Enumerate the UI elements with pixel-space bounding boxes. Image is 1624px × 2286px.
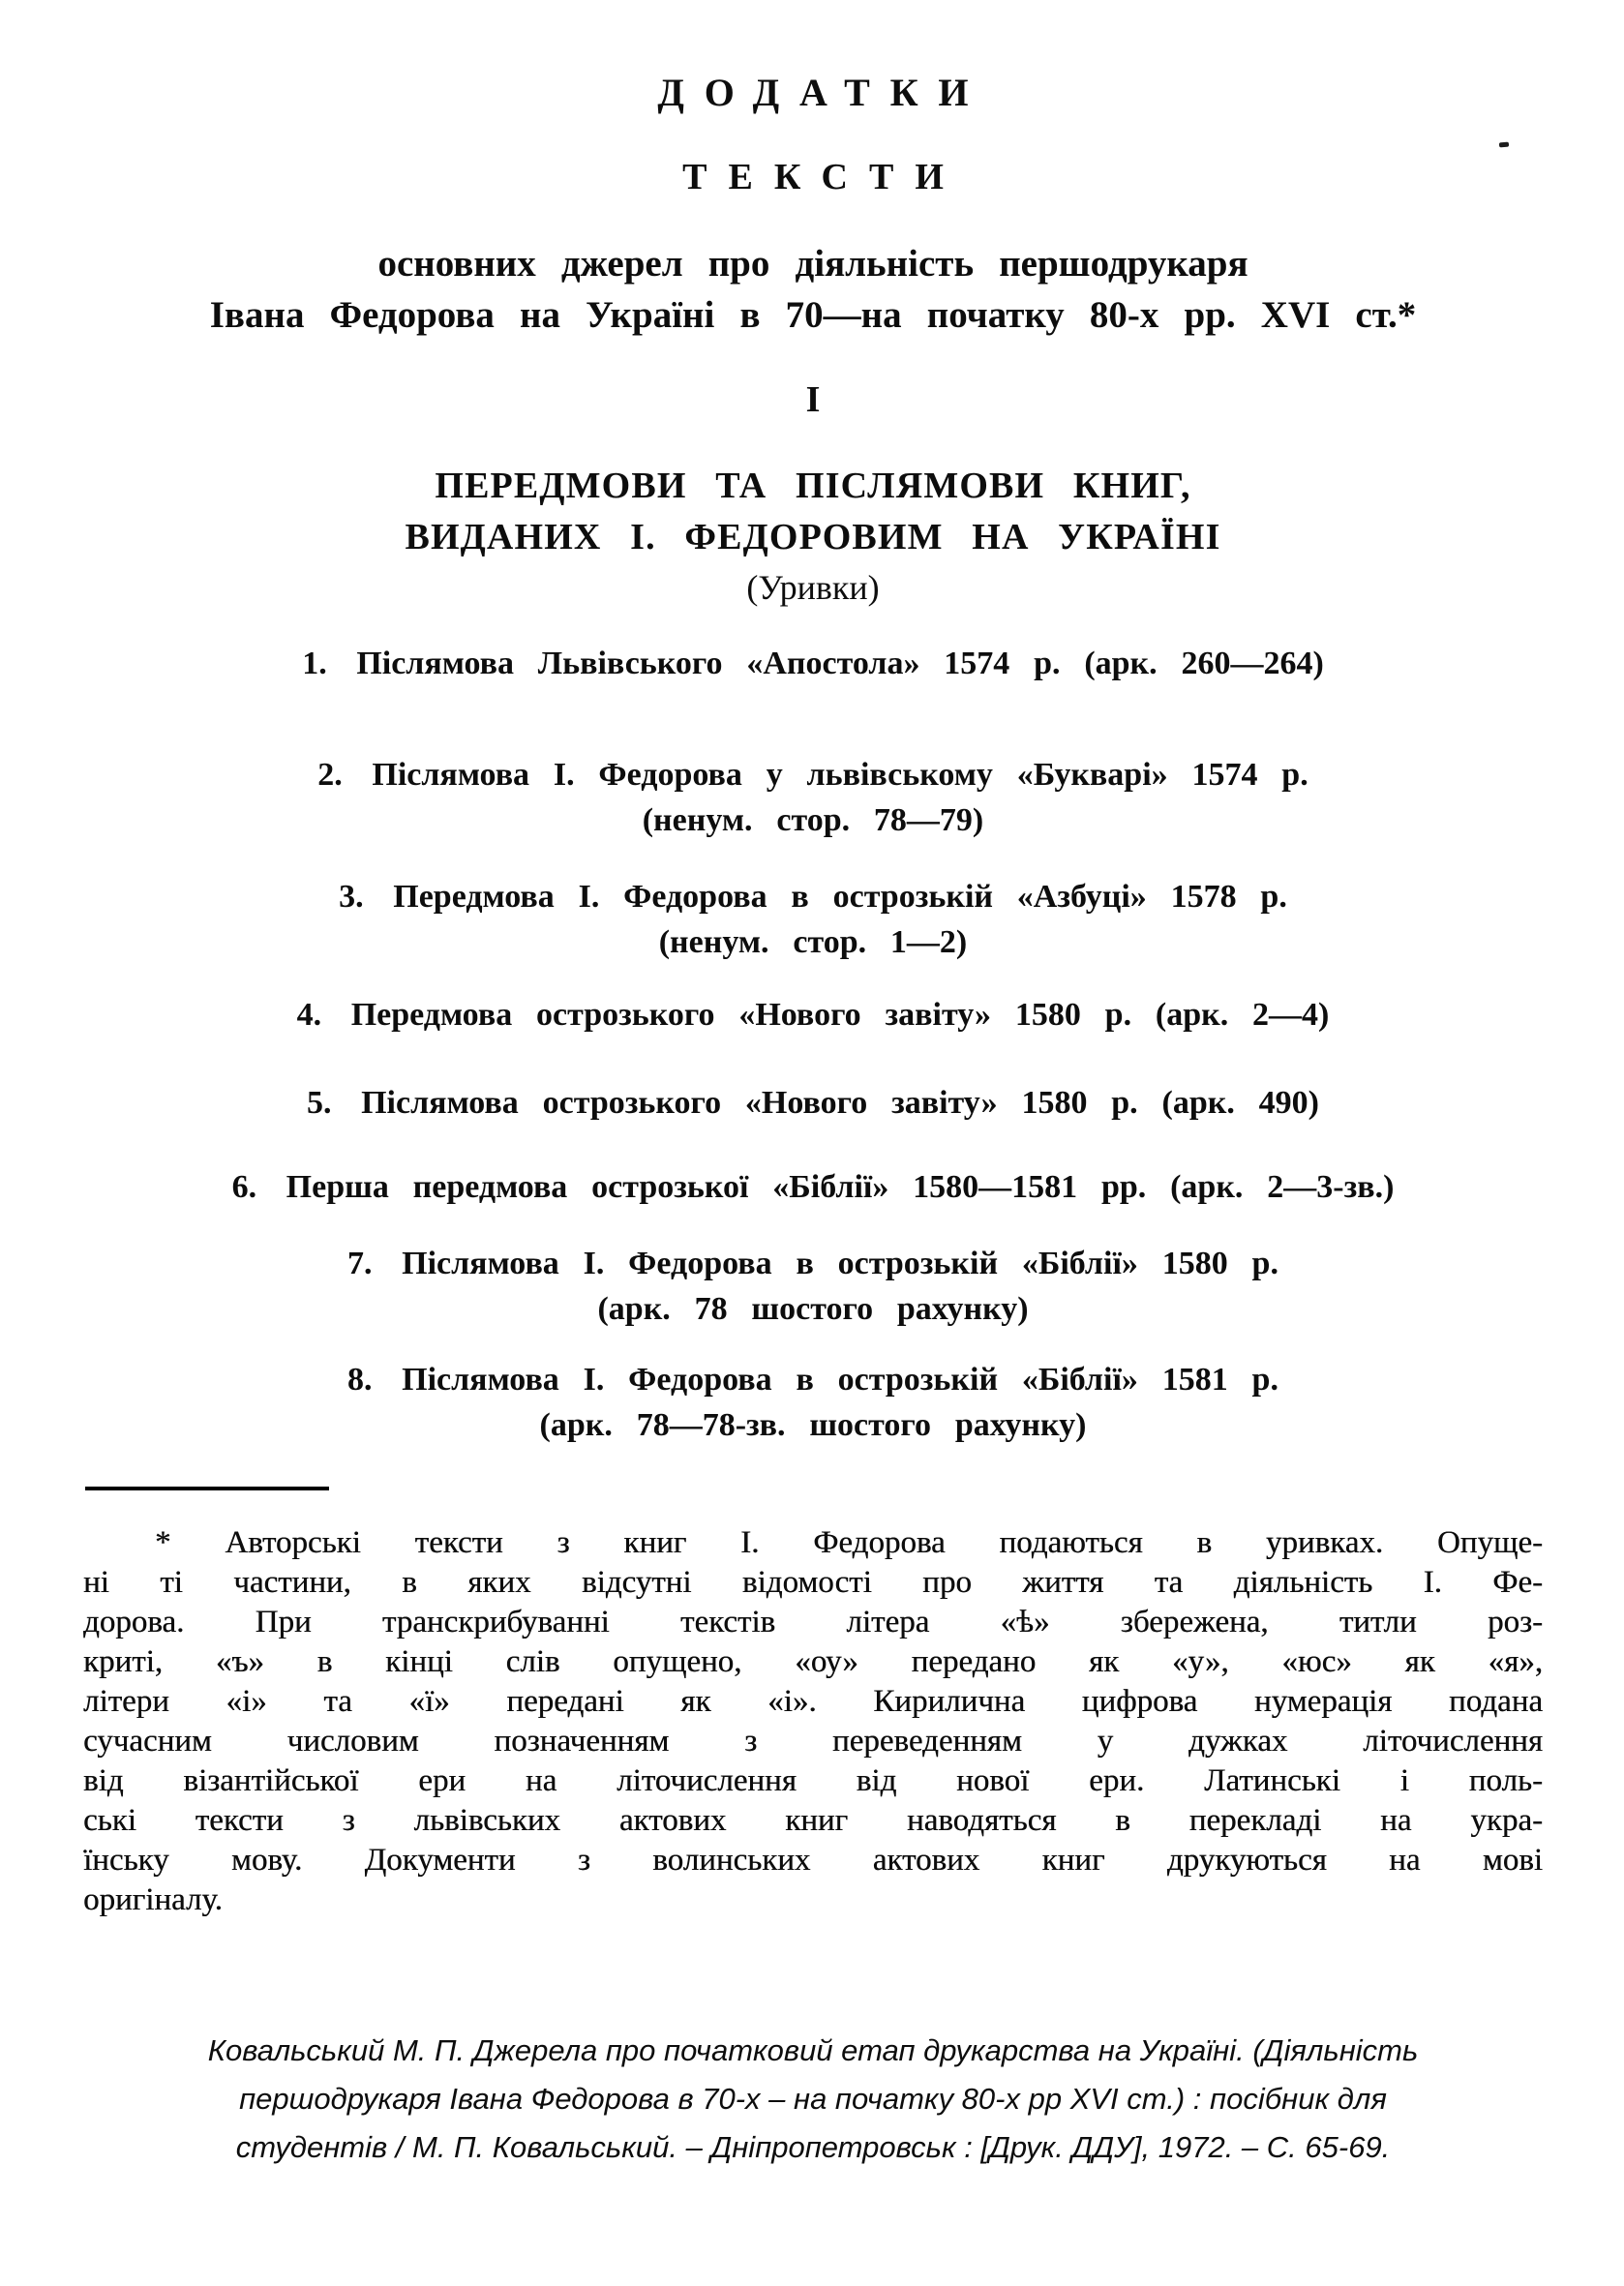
item-subline: (арк. 78 шостого рахунку) — [597, 1291, 1029, 1327]
subtitle-line-1: основних джерел про діяльність першодрукаря — [377, 243, 1248, 285]
item-number: 2. — [317, 757, 343, 793]
item-subline: (ненум. стор. 78—79) — [642, 802, 984, 838]
item-line — [83, 1241, 1543, 1286]
document-subtitle — [83, 238, 1543, 341]
item-text: Перша передмова острозької «Біблії» 1580—1581 рр. (арк. 2—3-зв.) — [286, 1169, 1395, 1205]
footnote-line: сучасним числовим позначенням з переведенням у дужках літочислення — [83, 1724, 1543, 1759]
footnote-line: оригіналу. — [83, 1882, 223, 1917]
section-heading-line-2: ВИДАНИХ І. ФЕДОРОВИМ НА УКРАЇНІ — [405, 517, 1221, 557]
citation-line: Ковальський М. П. Джерела про початковий етап друкарства на Україні. (Діяльність — [207, 2033, 1419, 2067]
footnote-line: ні ті частини, в яких відсутні відомості про життя та діяльність І. Фе- — [83, 1565, 1543, 1600]
item-line — [83, 1357, 1543, 1402]
list-item — [83, 1241, 1543, 1332]
item-number: 3. — [339, 879, 364, 915]
item-number: 4. — [296, 997, 322, 1033]
list-item — [83, 874, 1543, 965]
section-heading — [83, 461, 1543, 563]
item-line — [83, 1164, 1543, 1210]
ink-speck-artifact — [1499, 142, 1509, 148]
item-number: 6. — [231, 1169, 257, 1205]
item-number: 5. — [307, 1085, 332, 1121]
subtitle-line-2: Івана Федорова на Україні в 70—на початку 80-х рр. XVI ст.* — [209, 294, 1417, 336]
list-item — [83, 992, 1543, 1038]
item-subline: (ненум. стор. 1—2) — [658, 924, 968, 960]
item-text: Післямова І. Федорова в острозькій «Біблії» 1581 р. — [402, 1362, 1278, 1398]
citation-line: студентів / М. П. Ковальський. – Дніпропетровськ : [Друк. ДДУ], 1972. – С. 65-69. — [235, 2130, 1391, 2164]
item-text: Післямова І. Федорова у львівському «Букварі» 1574 р. — [372, 757, 1308, 793]
item-line — [83, 752, 1543, 797]
page-title: ДОДАТКИ — [657, 71, 989, 114]
item-number: 8. — [347, 1362, 373, 1398]
item-line — [83, 641, 1543, 686]
footnote-line: ські тексти з львівських актових книг наводяться в перекладі на укра- — [83, 1803, 1543, 1838]
footnote-line: літери «і» та «ї» передані як «і». Кирилична цифрова нумерація подана — [83, 1684, 1543, 1719]
item-text: Передмова острозького «Нового завіту» 1580 р. (арк. 2—4) — [350, 997, 1330, 1033]
part-numeral: I — [805, 379, 821, 420]
item-line — [83, 992, 1543, 1038]
item-text: Післямова І. Федорова в острозькій «Біблії» 1580 р. — [402, 1246, 1278, 1281]
footnote-line: криті, «ъ» в кінці слів опущено, «оу» передано як «у», «юс» як «я», — [83, 1644, 1543, 1679]
item-text: Післямова острозького «Нового завіту» 1580 р. (арк. 490) — [361, 1085, 1319, 1121]
section-heading-line-1: ПЕРЕДМОВИ ТА ПІСЛЯМОВИ КНИГ, — [435, 466, 1191, 506]
footnote-line: від візантійської ери на літочислення від нової ери. Латинські і поль- — [83, 1763, 1543, 1798]
list-item — [83, 1164, 1543, 1210]
texts-title: ТЕКСТИ — [682, 157, 965, 197]
footnote — [83, 1523, 1543, 1920]
item-text: Післямова Львівського «Апостола» 1574 р. (арк. 260—264) — [356, 646, 1324, 681]
item-line — [83, 1080, 1543, 1126]
item-number: 7. — [347, 1246, 373, 1281]
list-item — [83, 1080, 1543, 1126]
item-number: 1. — [302, 646, 327, 681]
list-item — [83, 752, 1543, 843]
item-line — [83, 874, 1543, 919]
footnote-separator-rule — [85, 1487, 329, 1490]
contents-list — [83, 641, 1543, 1448]
footnote-line: дорова. При транскрибуванні текстів літера «ѣ» збережена, титли роз- — [83, 1605, 1543, 1639]
item-subline: (арк. 78—78-зв. шостого рахунку) — [539, 1407, 1087, 1443]
footnote-line: їнську мову. Документи з волинських актових книг друкуються на мові — [83, 1843, 1543, 1878]
list-item — [83, 641, 1543, 686]
item-text: Передмова І. Федорова в острозькій «Азбуці» 1578 р. — [393, 879, 1287, 915]
list-item — [83, 1357, 1543, 1448]
section-subheading: (Уривки) — [746, 568, 880, 607]
footnote-line: * Авторські тексти з книг І. Федорова подаються в уривках. Опуще- — [155, 1525, 1543, 1560]
citation-line: першодрукаря Івана Федорова в 70-х – на початку 80-х рр XVI ст.) : посібник для — [239, 2082, 1387, 2116]
bibliographic-citation — [83, 2027, 1543, 2172]
